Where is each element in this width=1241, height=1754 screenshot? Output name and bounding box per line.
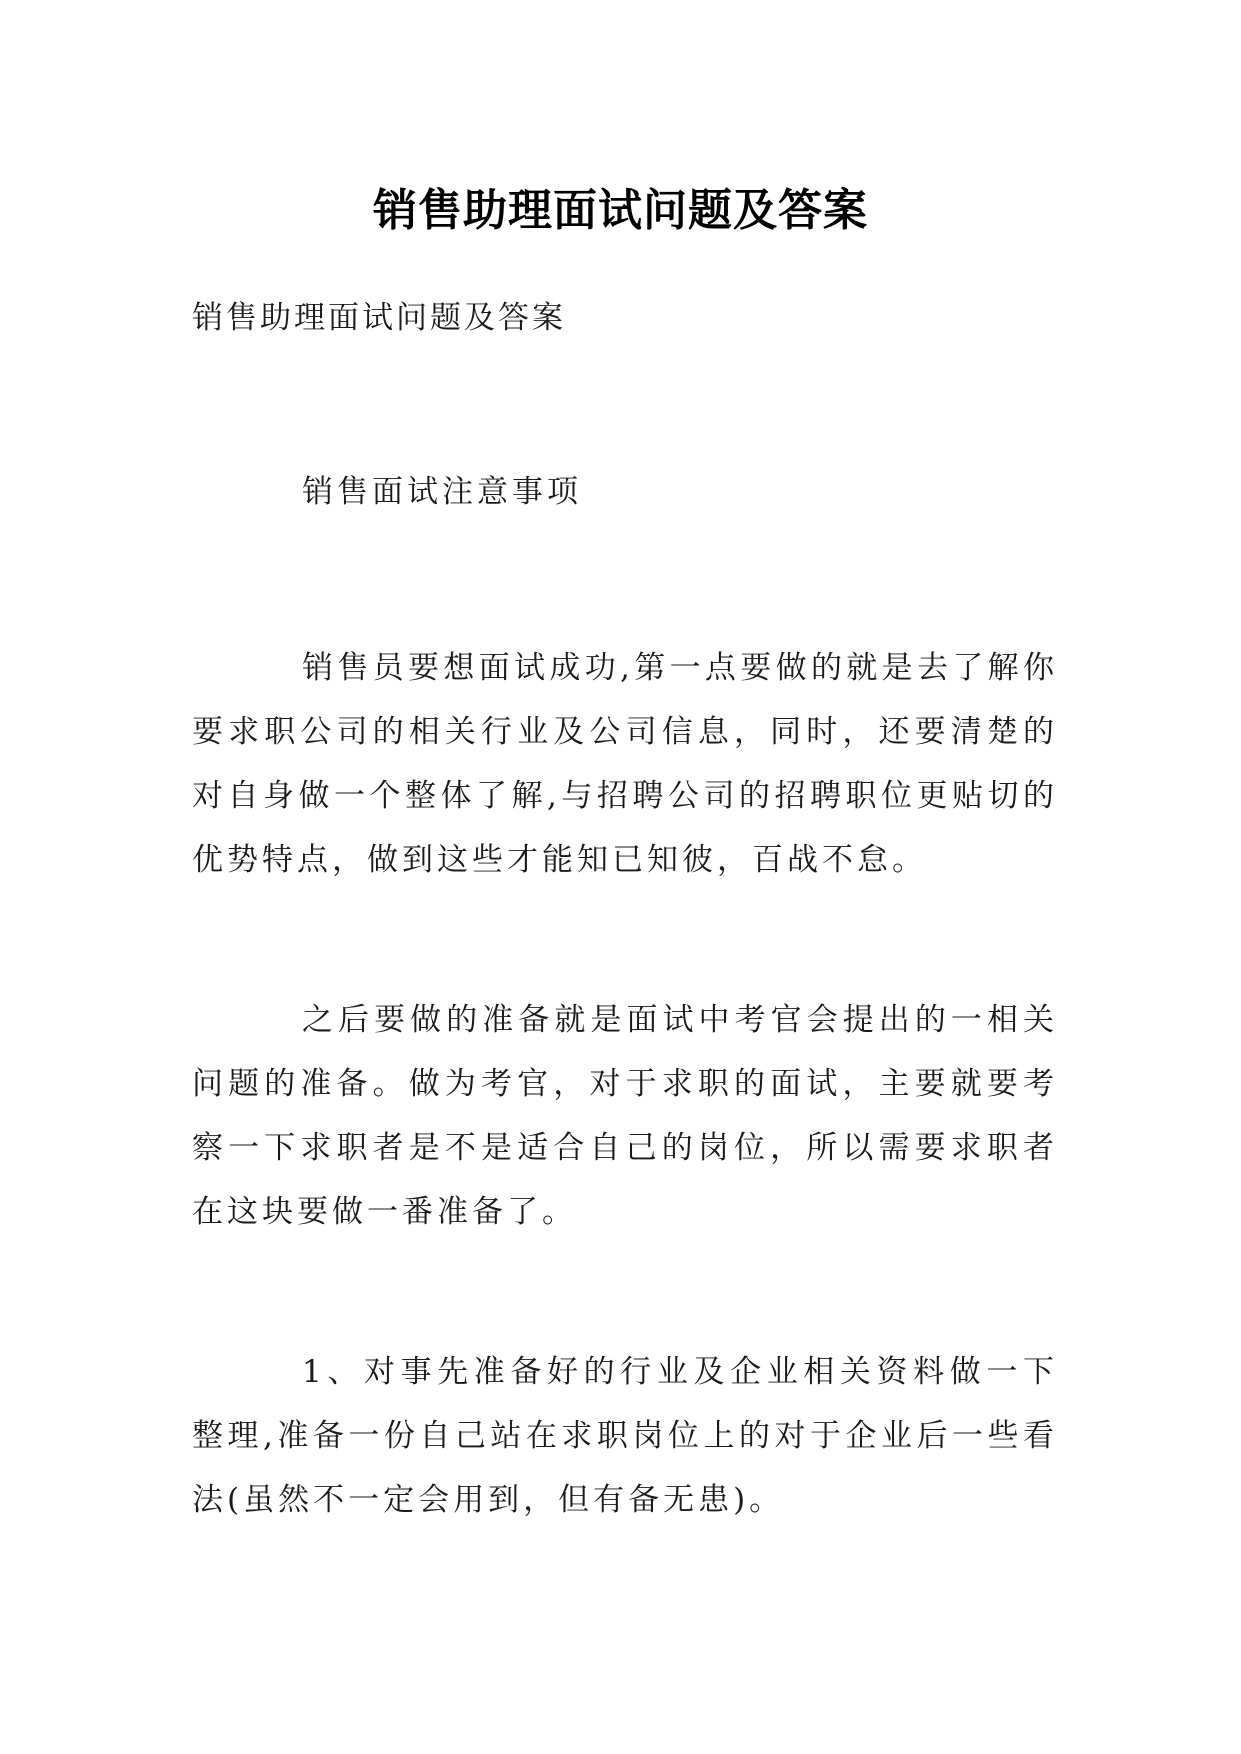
document-subtitle: 销售助理面试问题及答案 xyxy=(192,300,566,336)
paragraph: 之后要做的准备就是面试中考官会提出的一相关问题的准备。做为考官，对于求职的面试，主要就要考察一下求职者是不是适合自己的岗位，所以需要求职者在这块要做一番准备了。 xyxy=(192,1002,1058,1230)
section-heading: 销售面试注意事项 xyxy=(302,474,582,510)
document-title: 销售助理面试问题及答案 xyxy=(373,185,868,237)
paragraph: 销售员要想面试成功,第一点要做的就是去了解你要求职公司的相关行业及公司信息，同时，还要清楚的对自身做一个整体了解,与招聘公司的招聘职位更贴切的优势特点，做到这些才能知已知彼，百战不怠。 xyxy=(192,650,1058,878)
paragraph: 1、对事先准备好的行业及企业相关资料做一下整理,准备一份自己站在求职岗位上的对于企业后一些看法(虽然不一定会用到，但有备无患)。 xyxy=(192,1354,1058,1518)
